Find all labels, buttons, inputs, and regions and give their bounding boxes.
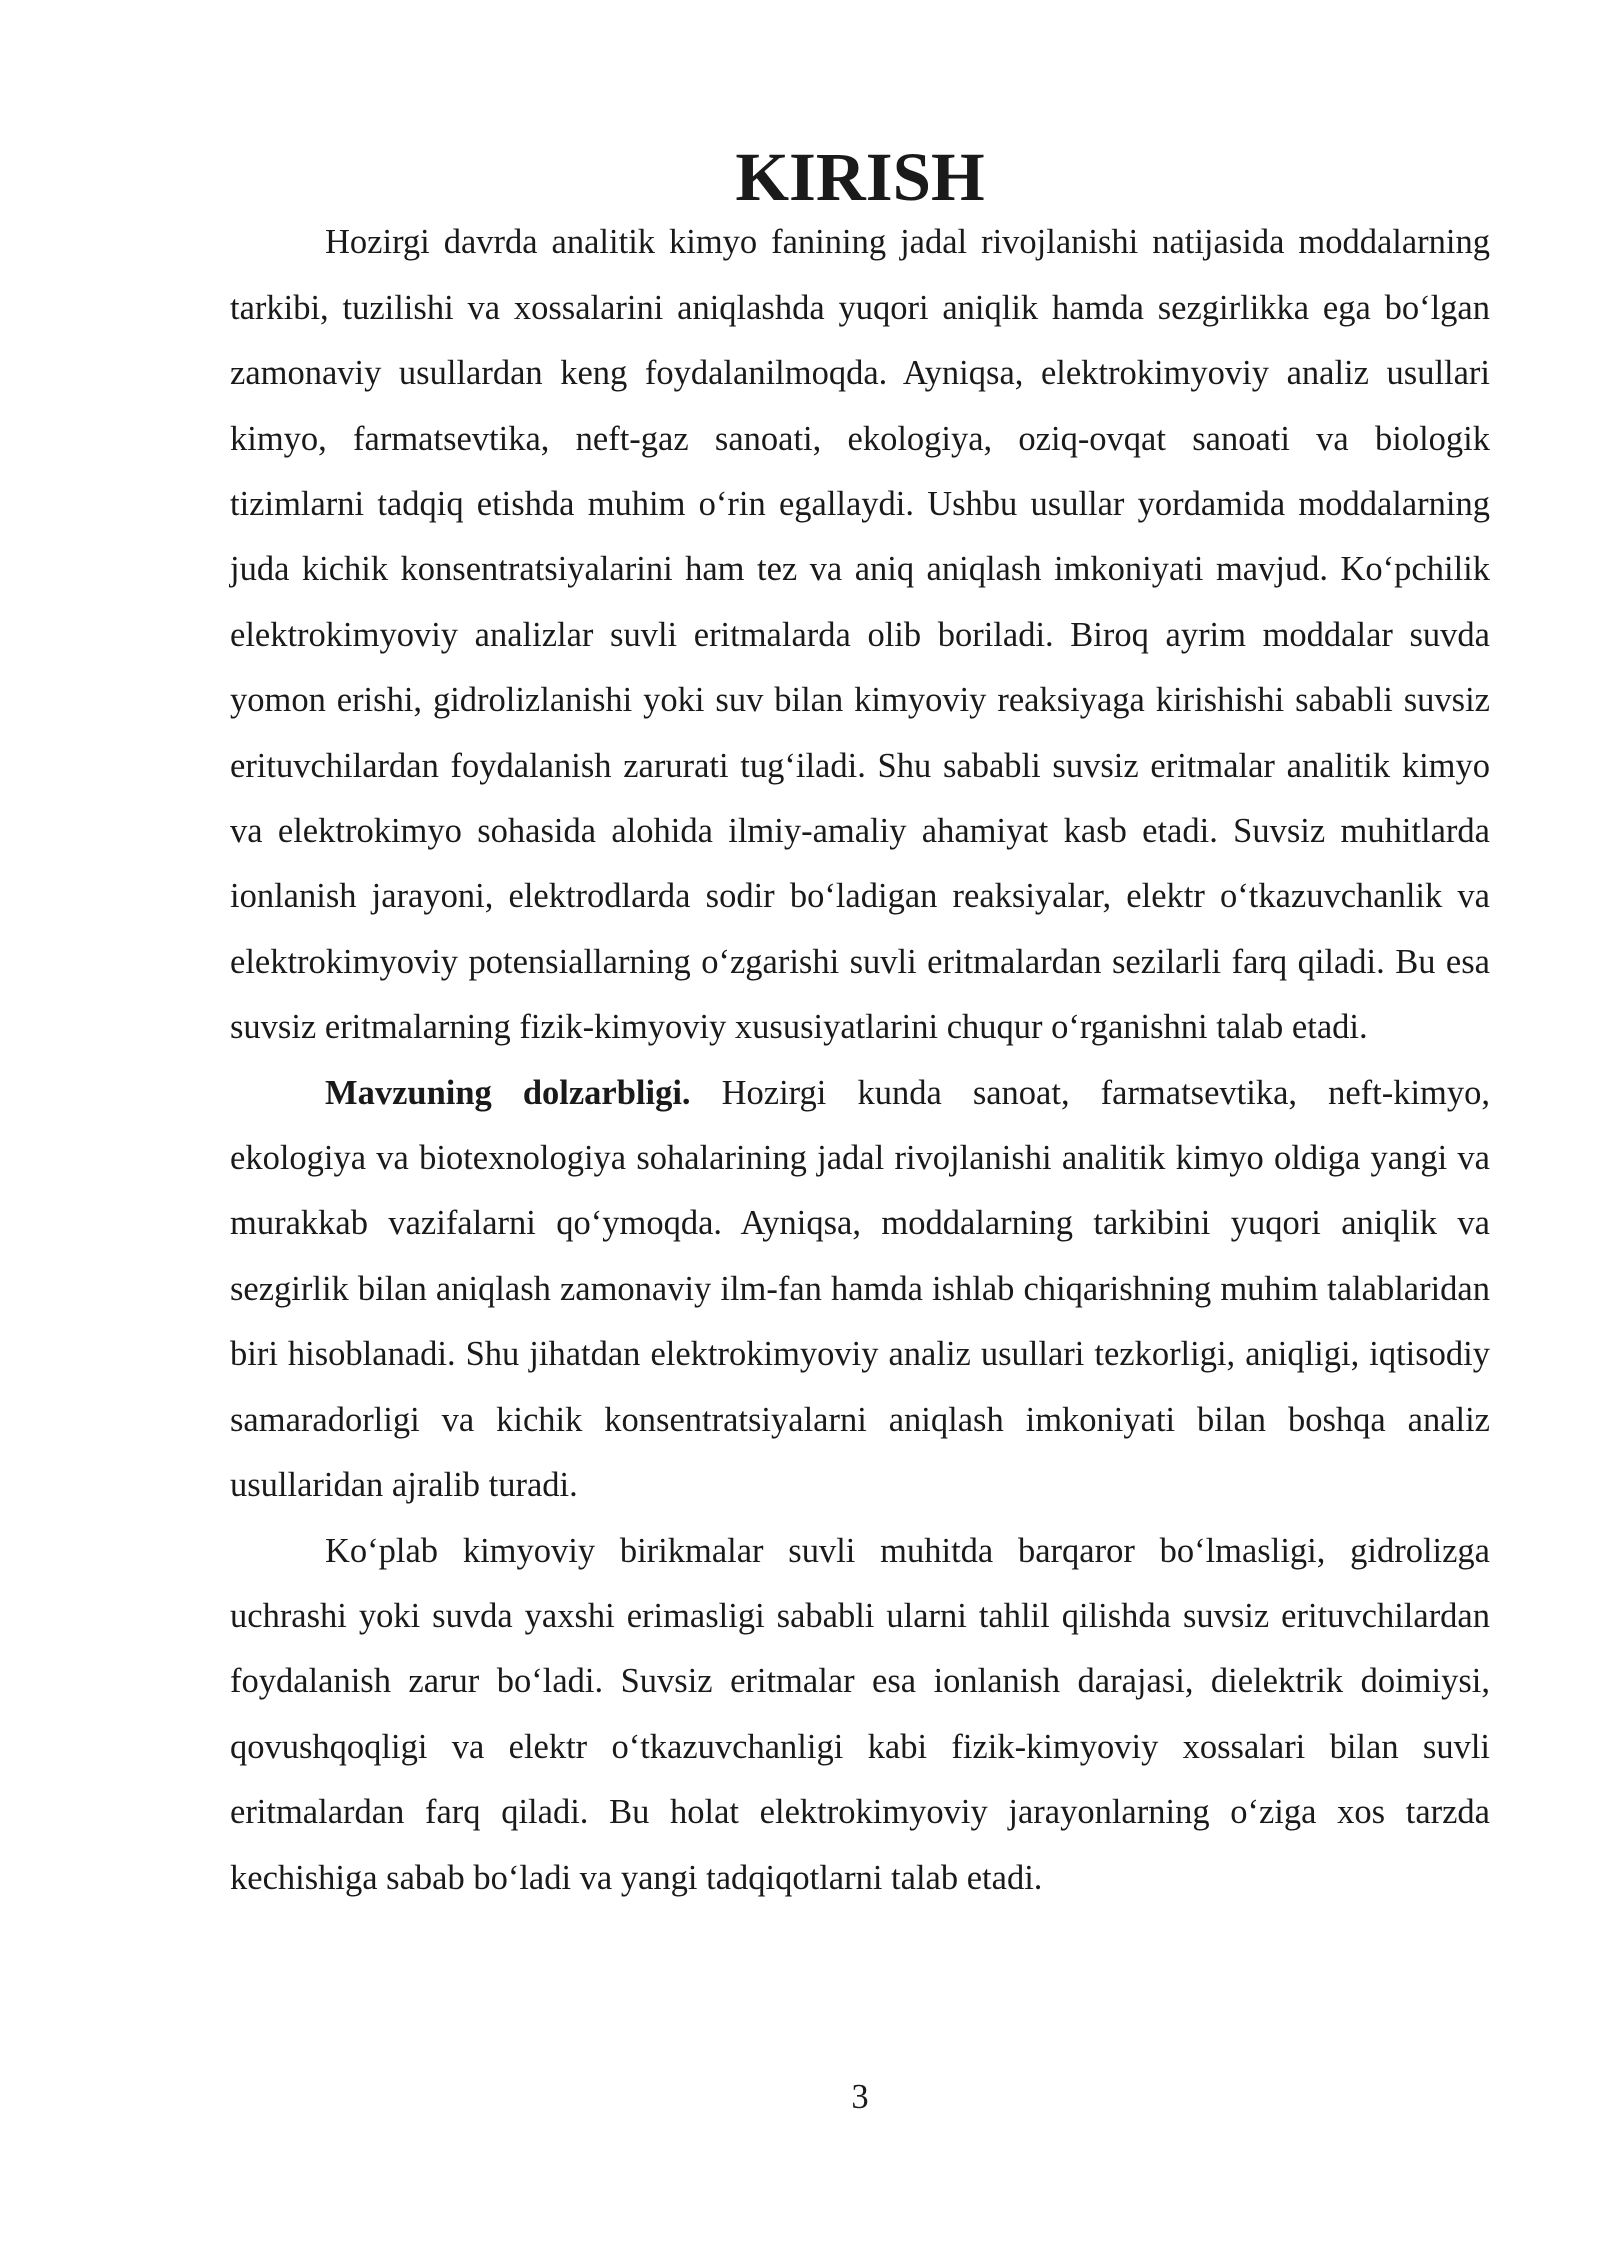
paragraph-nonaqueous — [230, 1519, 1490, 1911]
paragraph-relevance — [230, 1061, 1490, 1519]
paragraph-nonaqueous-text: Ko‘plab kimyoviy birikmalar suvli muhitda barqaror bo‘lmasligi, gidrolizga uchrashi yoki suvda yaxshi erimasligi sababli ularni tahlil qilishda suvsiz erituvchilardan foydalanish zarur bo‘ladi. Suvsiz eritmalar esa ionlanish darajasi, dielektrik doimiysi, qovushqoqligi va elektr o‘tkazuvchanligi kabi fizik-kimyoviy xossalari bilan suvli eritmalardan farq qiladi. Bu holat elektrokimyoviy jarayonlarning o‘ziga xos tarzda kechishiga sabab bo‘ladi va yangi tadqiqotlarni talab etadi. — [230, 1531, 1490, 1897]
section-title: KIRISH — [735, 139, 985, 215]
paragraph-intro — [230, 210, 1490, 1060]
paragraph-relevance-lead: Mavzuning dolzarbligi. — [325, 1073, 691, 1112]
page-number: 3 — [851, 2078, 869, 2116]
paragraph-relevance-text: Hozirgi kunda sanoat, farmatsevtika, neft-kimyo, ekologiya va biotexnologiya sohalarining jadal rivojlanishi analitik kimyo oldiga yangi va murakkab vazifalarni qo‘ymoqda. Ayniqsa, moddalarning tarkibini yuqori aniqlik va sezgirlik bilan aniqlash zamonaviy ilm-fan hamda ishlab chiqarishning muhim talablaridan biri hisoblanadi. Shu jihatdan elektrokimyoviy analiz usullari tezkorligi, aniqligi, iqtisodiy samaradorligi va kichik konsentratsiyalarni aniqlash imkoniyati bilan boshqa analiz usullaridan ajralib turadi. — [230, 1073, 1490, 1505]
paragraph-intro-text: Hozirgi davrda analitik kimyo fanining jadal rivojlanishi natijasida moddalarning tarkibi, tuzilishi va xossalarini aniqlashda yuqori aniqlik hamda sezgirlikka ega bo‘lgan zamonaviy usullardan keng foydalanilmoqda. Ayniqsa, elektrokimyoviy analiz usullari kimyo, farmatsevtika, neft-gaz sanoati, ekologiya, oziq-ovqat sanoati va biologik tizimlarni tadqiq etishda muhim o‘rin egallaydi. Ushbu usullar yordamida moddalarning juda kichik konsentratsiyalarini ham tez va aniq aniqlash imkoniyati mavjud. Ko‘pchilik elektrokimyoviy analizlar suvli eritmalarda olib boriladi. Biroq ayrim moddalar suvda yomon erishi, gidrolizlanishi yoki suv bilan kimyoviy reaksiyaga kirishishi sababli suvsiz erituvchilardan foydalanish zarurati tug‘iladi. Shu sababli suvsiz eritmalar analitik kimyo va elektrokimyo sohasida alohida ilmiy-amaliy ahamiyat kasb etadi. Suvsiz muhitlarda ionlanish jarayoni, elektrodlarda sodir bo‘ladigan reaksiyalar, elektr o‘tkazuvchanlik va elektrokimyoviy potensiallarning o‘zgarishi suvli eritmalardan sezilarli farq qiladi. Bu esa suvsiz eritmalarning fizik-kimyoviy xususiyatlarini chuqur o‘rganishni talab etadi. — [230, 223, 1490, 1047]
page-content — [230, 139, 1490, 1911]
